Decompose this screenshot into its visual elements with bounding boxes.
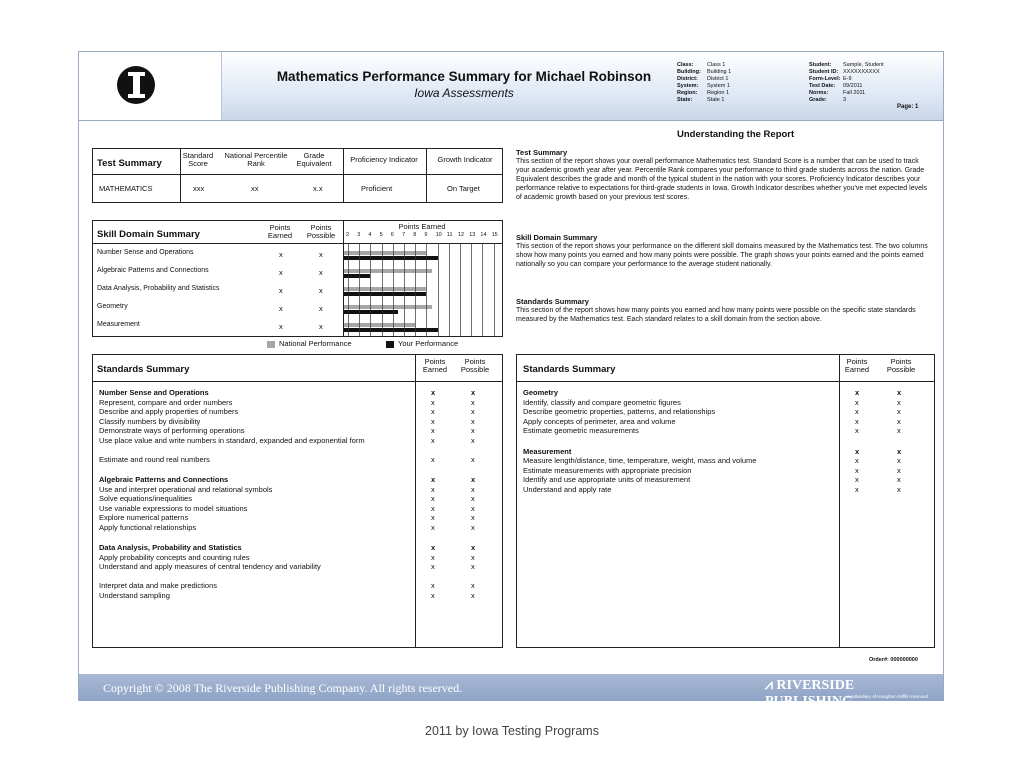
meta-value: System 1 xyxy=(707,83,730,89)
col-points-earned: Points Earned xyxy=(844,357,870,374)
points-earned: x xyxy=(431,543,436,552)
points-possible: x xyxy=(897,416,901,426)
meta-row xyxy=(809,76,884,83)
standard-item: Use variable expressions to model situations xyxy=(99,503,248,513)
standard-item: Measure length/distance, time, temperature, weight, mass and volume xyxy=(523,456,757,465)
standard-item: Explore numerical patterns xyxy=(99,513,189,522)
tick-label: 15 xyxy=(491,232,498,238)
col-growth: Growth Indicator xyxy=(437,155,493,164)
understanding-title: Understanding the Report xyxy=(677,129,795,140)
standards-group-heading: Geometry xyxy=(523,388,559,397)
col-npr: National Percentile Rank xyxy=(224,151,288,168)
tick-label: 14 xyxy=(480,232,487,238)
bar-student xyxy=(344,292,426,296)
grid-line xyxy=(370,243,371,336)
meta-left xyxy=(677,62,731,104)
grid-line xyxy=(393,243,394,336)
legend-national-swatch xyxy=(267,341,275,348)
points-possible: x xyxy=(897,397,901,407)
points-possible: x xyxy=(471,454,475,464)
standards-group-heading: Measurement xyxy=(523,446,572,456)
bar-national xyxy=(344,269,432,273)
points-earned: x xyxy=(431,494,435,503)
points-possible: x xyxy=(471,562,475,571)
slide-caption: 2011 by Iowa Testing Programs xyxy=(425,724,599,738)
meta-row xyxy=(677,97,731,104)
skill-possible: x xyxy=(319,304,323,313)
tick-label: 6 xyxy=(390,232,394,238)
standards-right-table xyxy=(516,354,935,648)
skill-name: Number Sense and Operations xyxy=(97,249,194,256)
points-possible: x xyxy=(471,590,475,600)
grid-line xyxy=(426,243,427,336)
points-possible: x xyxy=(471,552,475,562)
meta-row xyxy=(677,83,731,90)
points-earned: x xyxy=(855,388,860,397)
points-earned: x xyxy=(431,503,435,513)
skill-possible: x xyxy=(319,322,323,331)
standard-item: Solve equations/inequalities xyxy=(99,494,192,503)
skill-possible: x xyxy=(319,286,323,295)
logo-panel xyxy=(79,52,222,120)
meta-row xyxy=(809,69,884,76)
standard-item: Classify numbers by divisibility xyxy=(99,416,201,426)
report-title: Mathematics Performance Summary for Michael Robinson xyxy=(276,69,652,84)
points-earned: x xyxy=(855,475,859,484)
col-grade-equivalent: Grade Equivalent xyxy=(296,151,332,168)
report-subtitle: Iowa Assessments xyxy=(414,86,514,100)
understanding-heading: Standards Summary xyxy=(516,297,589,306)
points-possible: x xyxy=(471,494,475,503)
points-earned: x xyxy=(431,513,435,522)
skill-earned: x xyxy=(279,286,283,295)
meta-value: XXXXXXXXXX xyxy=(843,69,880,75)
grid-line xyxy=(438,243,439,336)
col-points-earned: Points Earned xyxy=(267,223,293,240)
standard-item: Describe and apply properties of numbers xyxy=(99,407,239,416)
meta-label: Region: xyxy=(677,90,698,96)
grid-line xyxy=(404,243,405,336)
standard-item: Demonstrate ways of performing operations xyxy=(99,426,245,435)
meta-value: Sample, Student xyxy=(843,62,884,68)
meta-value: Class 1 xyxy=(707,62,726,68)
bar-national xyxy=(344,305,432,309)
meta-label: Class: xyxy=(677,62,694,68)
skill-name: Geometry xyxy=(97,303,128,310)
points-possible: x xyxy=(897,475,901,484)
iowa-logo-icon xyxy=(117,66,155,104)
points-possible: x xyxy=(471,543,476,552)
skill-earned: x xyxy=(279,304,283,313)
meta-value: 3 xyxy=(843,97,847,103)
tick-label: 8 xyxy=(413,232,417,238)
tick-label: 10 xyxy=(435,232,442,238)
standard-item: Use place value and write numbers in standard, expanded and exponential form xyxy=(99,435,365,445)
meta-value: State 1 xyxy=(707,97,725,103)
standards-left-title: Standards Summary xyxy=(97,364,190,375)
points-possible: x xyxy=(471,484,475,494)
meta-label: Student ID: xyxy=(809,69,839,75)
skill-earned: x xyxy=(279,250,283,259)
bar-national xyxy=(344,287,426,291)
ge-value: x.x xyxy=(313,184,323,193)
points-possible: x xyxy=(471,522,475,532)
riverside-logo-text: RIVERSIDE PUBLISHING xyxy=(765,678,855,709)
skill-possible: x xyxy=(319,250,323,259)
points-earned: x xyxy=(855,397,859,407)
standards-group-heading: Algebraic Patterns and Connections xyxy=(99,475,229,484)
points-earned: x xyxy=(431,388,436,397)
meta-value: District 1 xyxy=(707,76,729,82)
standards-group-heading: Number Sense and Operations xyxy=(99,388,209,397)
meta-label: State: xyxy=(677,97,693,103)
meta-label: District: xyxy=(677,76,698,82)
meta-label: Student: xyxy=(809,62,832,68)
skill-name: Data Analysis, Probability and Statistics xyxy=(97,285,220,292)
grid-line xyxy=(415,243,416,336)
points-earned: x xyxy=(431,581,435,590)
col-points-earned: Points Earned xyxy=(422,357,448,374)
grid-line xyxy=(494,243,495,336)
points-possible: x xyxy=(897,407,901,416)
standard-item: Understand and apply rate xyxy=(523,484,612,494)
bar-national xyxy=(344,251,426,255)
standard-item: Apply probability concepts and counting rules xyxy=(99,552,250,562)
points-possible: x xyxy=(897,465,901,475)
points-earned: x xyxy=(431,435,435,445)
points-possible: x xyxy=(471,435,475,445)
col-points-possible: Points Possible xyxy=(886,357,916,374)
standard-item: Understand sampling xyxy=(99,590,170,600)
bar-student xyxy=(344,328,438,332)
meta-row xyxy=(677,62,731,69)
skill-name: Algebraic Patterns and Connections xyxy=(97,267,209,274)
points-earned: x xyxy=(855,456,859,465)
standard-item: Represent, compare and order numbers xyxy=(99,397,233,407)
tick-label: 13 xyxy=(469,232,476,238)
tick-label: 11 xyxy=(446,232,453,238)
grid-line xyxy=(471,243,472,336)
page-number: Page: 1 xyxy=(897,104,919,110)
standard-item: Estimate and round real numbers xyxy=(99,454,210,464)
standard-item: Apply functional relationships xyxy=(99,522,197,532)
points-possible: x xyxy=(897,446,902,456)
understanding-text: This section of the report shows your performance on the different skill domains measured by the Mathematics test. The two columns show how many points you earned and how many points were possible. The graph shows your points earned and the points earned nationally so you can compare your performance to the average student nationally. xyxy=(516,243,928,268)
skill-domain-title: Skill Domain Summary xyxy=(97,229,200,240)
points-earned: x xyxy=(431,475,436,484)
col-standard-score: Standard Score xyxy=(182,151,214,168)
growth-value: On Target xyxy=(447,184,480,193)
tick-label: 4 xyxy=(368,232,372,238)
skill-name: Measurement xyxy=(97,321,140,328)
grid-line xyxy=(449,243,450,336)
understanding-heading: Skill Domain Summary xyxy=(516,233,598,242)
report-sheet xyxy=(78,51,944,709)
understanding-section xyxy=(516,297,934,324)
grid-line xyxy=(382,243,383,336)
standard-item: Use and interpret operational and relational symbols xyxy=(99,484,273,494)
points-earned: x xyxy=(431,397,435,407)
meta-value: Building 1 xyxy=(707,69,732,75)
meta-label: Norms: xyxy=(809,90,829,96)
report-header xyxy=(79,52,943,121)
points-earned: x xyxy=(431,522,435,532)
points-possible: x xyxy=(471,407,475,416)
understanding-heading: Test Summary xyxy=(516,148,568,157)
skill-earned: x xyxy=(279,268,283,277)
points-possible: x xyxy=(897,484,901,494)
standards-right-title: Standards Summary xyxy=(523,364,616,375)
points-possible: x xyxy=(471,503,475,513)
points-earned: x xyxy=(431,454,435,464)
points-earned: x xyxy=(431,407,435,416)
meta-label: Grade: xyxy=(809,97,827,103)
col-points-possible: Points Possible xyxy=(460,357,490,374)
meta-row xyxy=(677,76,731,83)
skill-possible: x xyxy=(319,268,323,277)
grid-line xyxy=(348,243,349,336)
points-possible: x xyxy=(471,475,476,484)
tick-label: 7 xyxy=(402,232,406,238)
meta-label: System: xyxy=(677,83,699,89)
test-summary-table xyxy=(92,148,503,203)
copyright-text: Copyright © 2008 The Riverside Publishing Company. All rights reserved. xyxy=(103,681,463,695)
standard-item: Understand and apply measures of central tendency and variability xyxy=(99,562,321,571)
points-possible: x xyxy=(471,426,475,435)
meta-value: Fall 2011 xyxy=(843,90,866,96)
standard-item: Describe geometric properties, patterns, and relationships xyxy=(523,407,716,416)
meta-value: E-9 xyxy=(843,76,852,82)
standard-item: Identify and use appropriate units of measurement xyxy=(523,475,691,484)
grid-line xyxy=(460,243,461,336)
points-earned: x xyxy=(855,416,859,426)
meta-row xyxy=(809,62,884,69)
points-earned: x xyxy=(431,416,435,426)
tick-label: 5 xyxy=(379,232,383,238)
riverside-subtext: a subsidiary of Houghton Mifflin Harcourt xyxy=(847,694,929,699)
standard-item: Identify, classify and compare geometric figures xyxy=(523,397,681,407)
legend-student-swatch xyxy=(386,341,394,348)
skill-domain-table xyxy=(92,220,503,337)
order-number: Order#: 000000000 xyxy=(869,657,918,663)
grid-line xyxy=(359,243,360,336)
points-earned: x xyxy=(855,446,860,456)
graph-header: Points Earned xyxy=(398,222,446,231)
meta-label: Building: xyxy=(677,69,701,75)
meta-row xyxy=(809,90,884,97)
meta-value: Region 1 xyxy=(707,90,730,96)
points-earned: x xyxy=(855,407,859,416)
meta-value: 09/2011 xyxy=(843,83,863,89)
bar-student xyxy=(344,256,438,260)
points-possible: x xyxy=(471,581,475,590)
points-possible: x xyxy=(897,426,901,435)
meta-row xyxy=(809,83,884,90)
standards-left-table xyxy=(92,354,503,648)
proficiency-value: Proficient xyxy=(361,184,393,193)
meta-label: Test Date: xyxy=(809,83,836,89)
tick-label: 3 xyxy=(357,232,361,238)
tick-label: 2 xyxy=(346,232,350,238)
skill-earned: x xyxy=(279,322,283,331)
standard-item: Interpret data and make predictions xyxy=(99,581,217,590)
meta-row xyxy=(677,90,731,97)
grid-line xyxy=(482,243,483,336)
points-earned: x xyxy=(431,426,435,435)
points-earned: x xyxy=(431,562,435,571)
standard-item: Apply concepts of perimeter, area and volume xyxy=(523,416,676,426)
test-summary-title: Test Summary xyxy=(97,158,162,169)
meta-row xyxy=(677,69,731,76)
test-name: MATHEMATICS xyxy=(99,184,153,193)
points-possible: x xyxy=(471,513,475,522)
meta-right xyxy=(809,62,884,104)
graph-ticks xyxy=(343,233,501,241)
standard-item: Estimate geometric measurements xyxy=(523,426,639,435)
riverside-mark-icon: ⩘ xyxy=(765,678,777,693)
points-possible: x xyxy=(471,388,476,397)
meta-row xyxy=(809,97,884,104)
understanding-section xyxy=(516,148,934,202)
points-earned: x xyxy=(855,484,859,494)
standard-score-value: xxx xyxy=(193,184,205,193)
understanding-section xyxy=(516,233,934,269)
col-proficiency: Proficiency Indicator xyxy=(350,155,418,164)
points-possible: x xyxy=(897,388,902,397)
report-footer xyxy=(79,674,943,709)
understanding-text: This section of the report shows how many points you earned and how many points were possible on the specific state standards measured by the Mathematics test. Each standard relates to a skill domain from the section above. xyxy=(516,307,916,323)
tick-label: 9 xyxy=(424,232,428,238)
understanding-text: This section of the report shows your overall performance Mathematics test. Standard Score is a number that can be used to track your academic growth year after year. Percentile Rank compares your performance to third grade students across the nation. Grade Equivalent describes the grade and month of the typical student in the nation with your scores. Proficiency Indicator describes your performance relative to expectations for third-grade students in Iowa. Growth Indicator describes whether you've met expected levels of academic growth based on your previous test scores. xyxy=(516,158,928,201)
standard-item: Estimate measurements with appropriate precision xyxy=(523,465,692,475)
standards-group-heading: Data Analysis, Probability and Statistics xyxy=(99,543,242,552)
points-earned: x xyxy=(855,426,859,435)
col-points-possible: Points Possible xyxy=(306,223,336,240)
tick-label: 12 xyxy=(458,232,465,238)
points-possible: x xyxy=(471,416,475,426)
legend-national: National Performance xyxy=(279,339,352,348)
points-earned: x xyxy=(431,484,435,494)
points-possible: x xyxy=(897,456,901,465)
legend-student: Your Performance xyxy=(398,339,459,348)
meta-label: Form-Level: xyxy=(809,76,841,82)
points-earned: x xyxy=(855,465,859,475)
points-possible: x xyxy=(471,397,475,407)
npr-value: xx xyxy=(251,184,259,193)
points-earned: x xyxy=(431,590,435,600)
points-earned: x xyxy=(431,552,435,562)
